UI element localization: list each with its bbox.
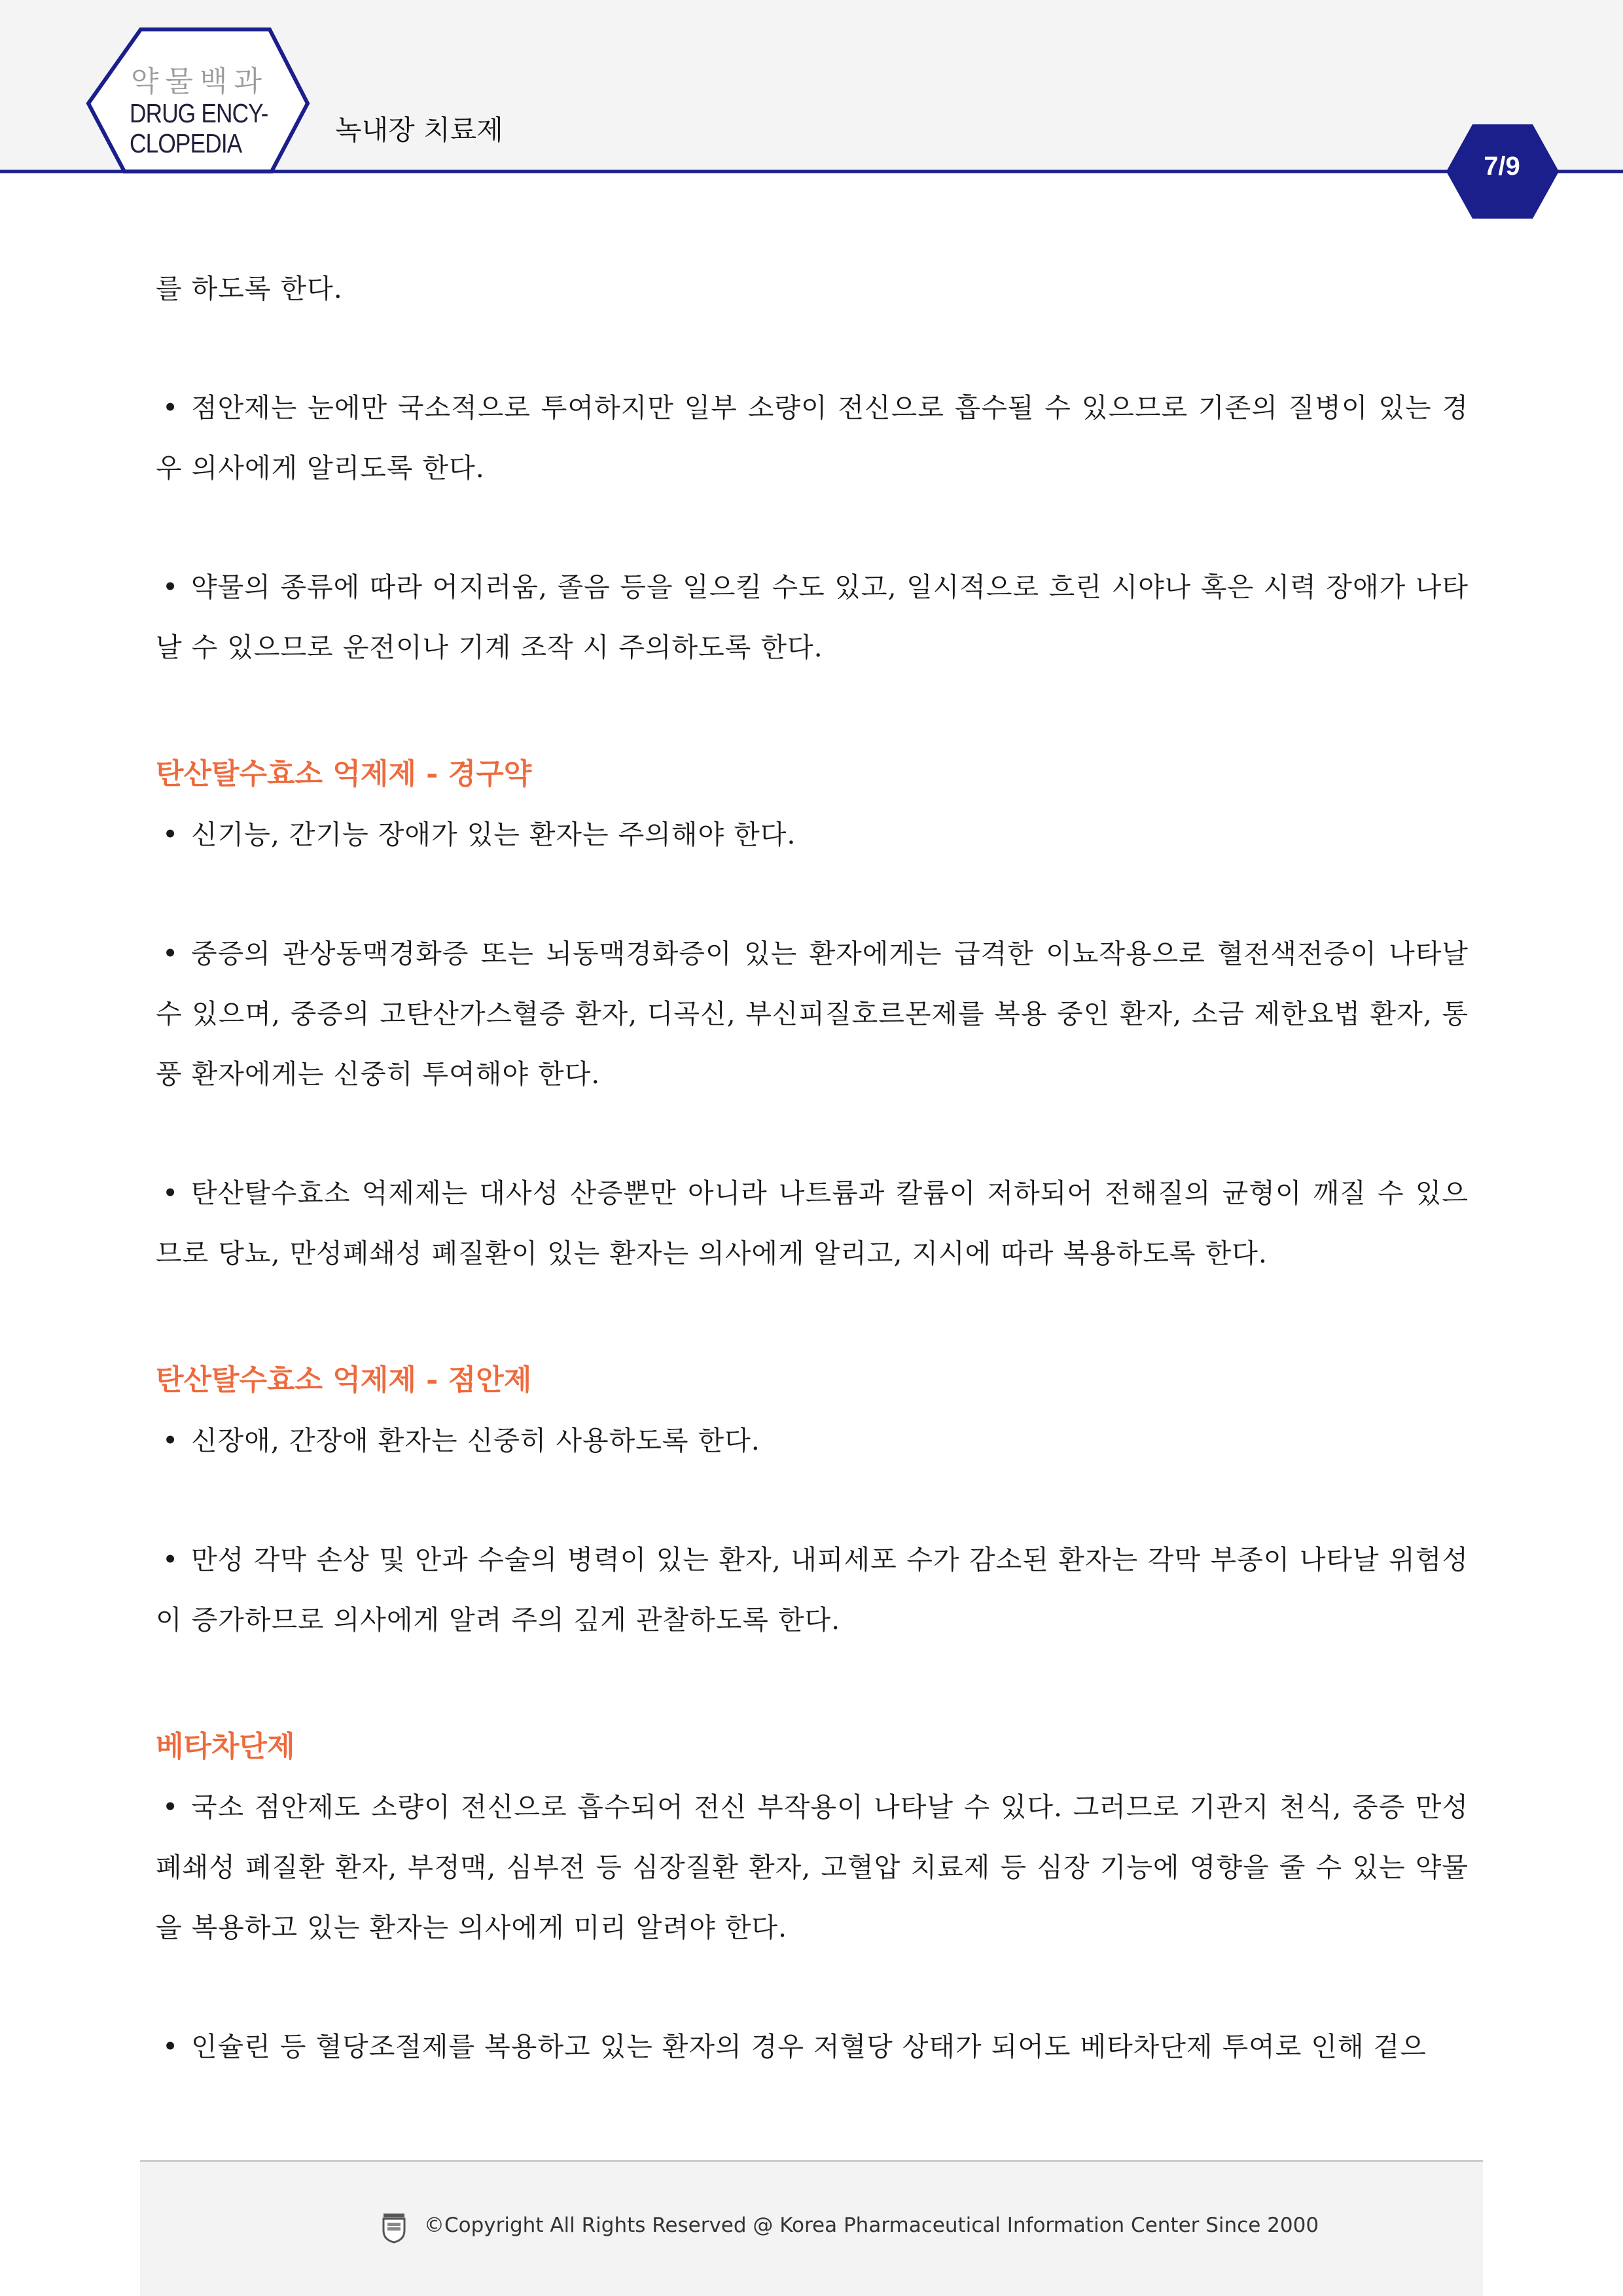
list-item [156, 804, 1469, 865]
section-heading: 베타차단제 [156, 1730, 295, 1763]
list-item [156, 1163, 1469, 1283]
list-item [156, 924, 1469, 1104]
bullet-icon: • [162, 1425, 179, 1456]
bullet-text: 탄산탈수효소 억제제는 대사성 산증뿐만 아니라 나트륨과 칼륨이 저하되어 전해질의 균형이 깨질 수 있으므로 당뇨, 만성폐쇄성 폐질환이 있는 환자는 의사에게 알리고, 지시에 따라 복용하도록 한다. [156, 1177, 1469, 1269]
logo-english-line-2: CLOPEDIA [130, 128, 242, 158]
logo-english [130, 98, 276, 158]
bullet-text: 점안제는 눈에만 국소적으로 투여하지만 일부 소량이 전신으로 흡수될 수 있으므로 기존의 질병이 있는 경우 의사에게 알리도록 한다. [156, 392, 1469, 484]
list-item [156, 557, 1469, 677]
list-item [156, 2017, 1469, 2077]
bullet-icon: • [162, 2031, 179, 2062]
bullet-icon: • [162, 1544, 179, 1575]
logo-english-line-1: DRUG ENCY- [130, 98, 268, 128]
document-body [156, 259, 1469, 2077]
list-item [156, 378, 1469, 498]
bullet-icon: • [162, 1791, 179, 1823]
list-item [156, 1410, 1469, 1471]
section-heading: 탄산탈수효소 억제제 - 점안제 [156, 1363, 532, 1397]
list-item [156, 1530, 1469, 1650]
logo-korean: 약물백과 [131, 65, 269, 98]
section-heading: 탄산탈수효소 억제제 - 경구약 [156, 757, 532, 791]
copyright-notice: ©Copyright All Rights Reserved @ Korea Pharmaceutical Information Center Since 2000 [424, 2214, 1319, 2237]
crest-icon [381, 2212, 407, 2244]
bullet-text: 신장애, 간장애 환자는 신중히 사용하도록 한다. [191, 1425, 760, 1456]
intro-paragraph: 를 하도록 한다. [156, 273, 343, 304]
bullet-text: 신기능, 간기능 장애가 있는 환자는 주의해야 한다. [191, 819, 796, 850]
bullet-icon: • [162, 819, 179, 850]
bullet-icon: • [162, 1177, 179, 1209]
list-item [156, 1777, 1469, 1958]
page-indicator: 7/9 [1484, 152, 1520, 181]
bullet-icon: • [162, 571, 179, 603]
bullet-text: 인슐린 등 혈당조절제를 복용하고 있는 환자의 경우 저혈당 상태가 되어도 베타차단제 투여로 인해 겉으 [191, 2031, 1427, 2062]
bullet-text: 중증의 관상동맥경화증 또는 뇌동맥경화증이 있는 환자에게는 급격한 이뇨작용으로 혈전색전증이 나타날 수 있으며, 중증의 고탄산가스혈증 환자, 디곡신, 부신피질호르몬제를 복용 중인 환자, 소금 제한요법 환자, 통풍 환자에게는 신중히 투여해야 한다. [156, 938, 1469, 1090]
bullet-text: 만성 각막 손상 및 안과 수술의 병력이 있는 환자, 내피세포 수가 감소된 환자는 각막 부종이 나타날 위험성이 증가하므로 의사에게 알려 주의 깊게 관찰하도록 한다. [156, 1544, 1469, 1636]
document-title: 녹내장 치료제 [335, 114, 503, 146]
bullet-text: 약물의 종류에 따라 어지러움, 졸음 등을 일으킬 수도 있고, 일시적으로 흐린 시야나 혹은 시력 장애가 나타날 수 있으므로 운전이나 기계 조작 시 주의하도록 한다. [156, 571, 1469, 663]
bullet-icon: • [162, 392, 179, 423]
bullet-icon: • [162, 938, 179, 969]
page-header [0, 0, 1623, 223]
bullet-text: 국소 점안제도 소량이 전신으로 흡수되어 전신 부작용이 나타날 수 있다. 그러므로 기관지 천식, 중증 만성 폐쇄성 폐질환 환자, 부정맥, 심부전 등 심장질환 환자, 고혈압 치료제 등 심장 기능에 영향을 줄 수 있는 약물을 복용하고 있는 환자는 의사에게 미리 알려야 한다. [156, 1791, 1469, 1943]
